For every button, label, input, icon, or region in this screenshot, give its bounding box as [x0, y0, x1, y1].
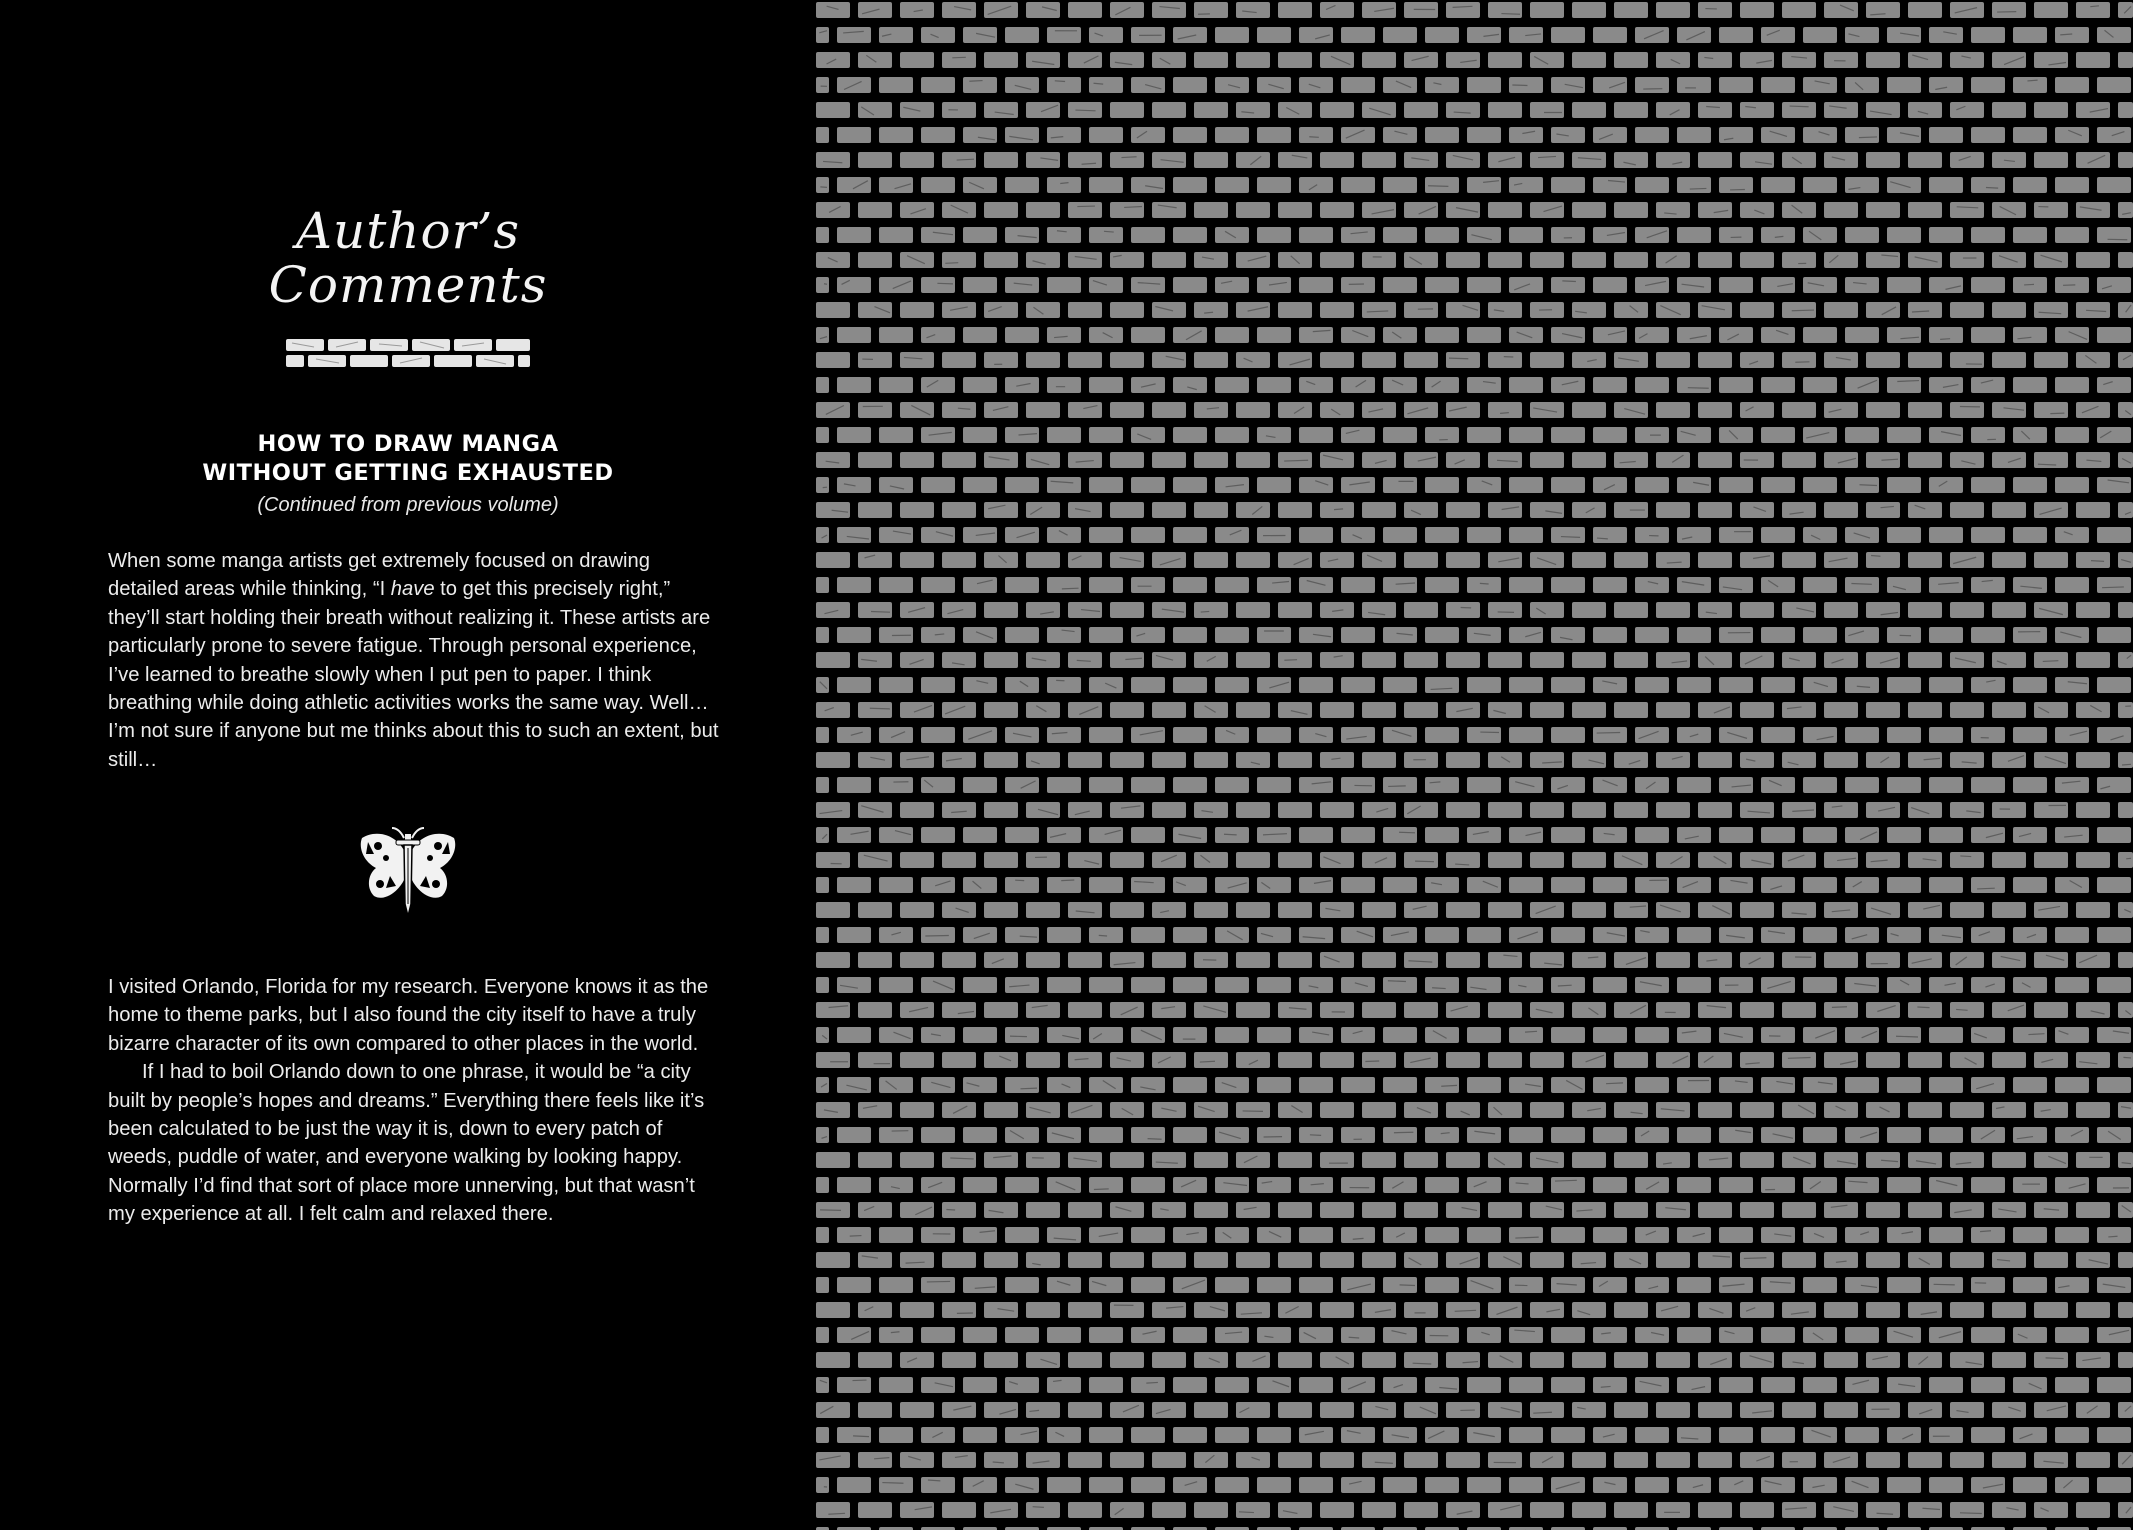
left-page: [0, 0, 816, 1530]
body-paragraph-1: [108, 547, 723, 774]
brick-wall-pattern: [816, 0, 2133, 1530]
paragraph-3-text: If I had to boil Orlando down to one phrase, it would be “a city built by people’s hopes and dreams.” Everything there feels like it’s been calculated to be just the way it is, down to every patch of weeds, puddle of water, and everyone walking by looking happy. Normally I’d find that sort of place more unnerving, but that wasn’t my experience at all. I felt calm and relaxed there.: [108, 1061, 705, 1226]
paragraph-2-text: I visited Orlando, Florida for my research. Everyone knows it as the home to theme parks, but I also found the city itself to have a truly bizarre character of its own compared to other places in the world.: [108, 976, 709, 1055]
paragraph-1-text-b: to get this precisely right,” they’ll start holding their breath without realizing it. These artists are particularly prone to severe fatigue. Through personal experience, I’ve learned to breathe slowly when I put pen to paper. I think breathing while doing athletic activities works the same way. Well…I’m not sure if anyone but me thinks about this to such an extent, but still…: [108, 578, 719, 771]
page-title: [0, 204, 816, 312]
heading-line-1: HOW TO DRAW MANGA: [257, 431, 559, 457]
section-subheading: (Continued from previous volume): [257, 494, 559, 516]
body-paragraph-2: [108, 973, 723, 1229]
title-line-2: Comments: [268, 256, 548, 314]
brick-ornament-icon: [284, 337, 532, 371]
heading-line-2: WITHOUT GETTING EXHAUSTED: [202, 460, 614, 486]
title-line-1: Author’s: [295, 202, 521, 260]
paragraph-1-emphasis: have: [390, 578, 435, 601]
paragraph-1-text-a: When some manga artists get extremely focused on drawing detailed areas while thinking, “I: [108, 550, 650, 601]
section-heading: [0, 430, 816, 488]
brick-wall-page: [816, 0, 2133, 1530]
butterfly-dagger-icon: [356, 824, 460, 918]
